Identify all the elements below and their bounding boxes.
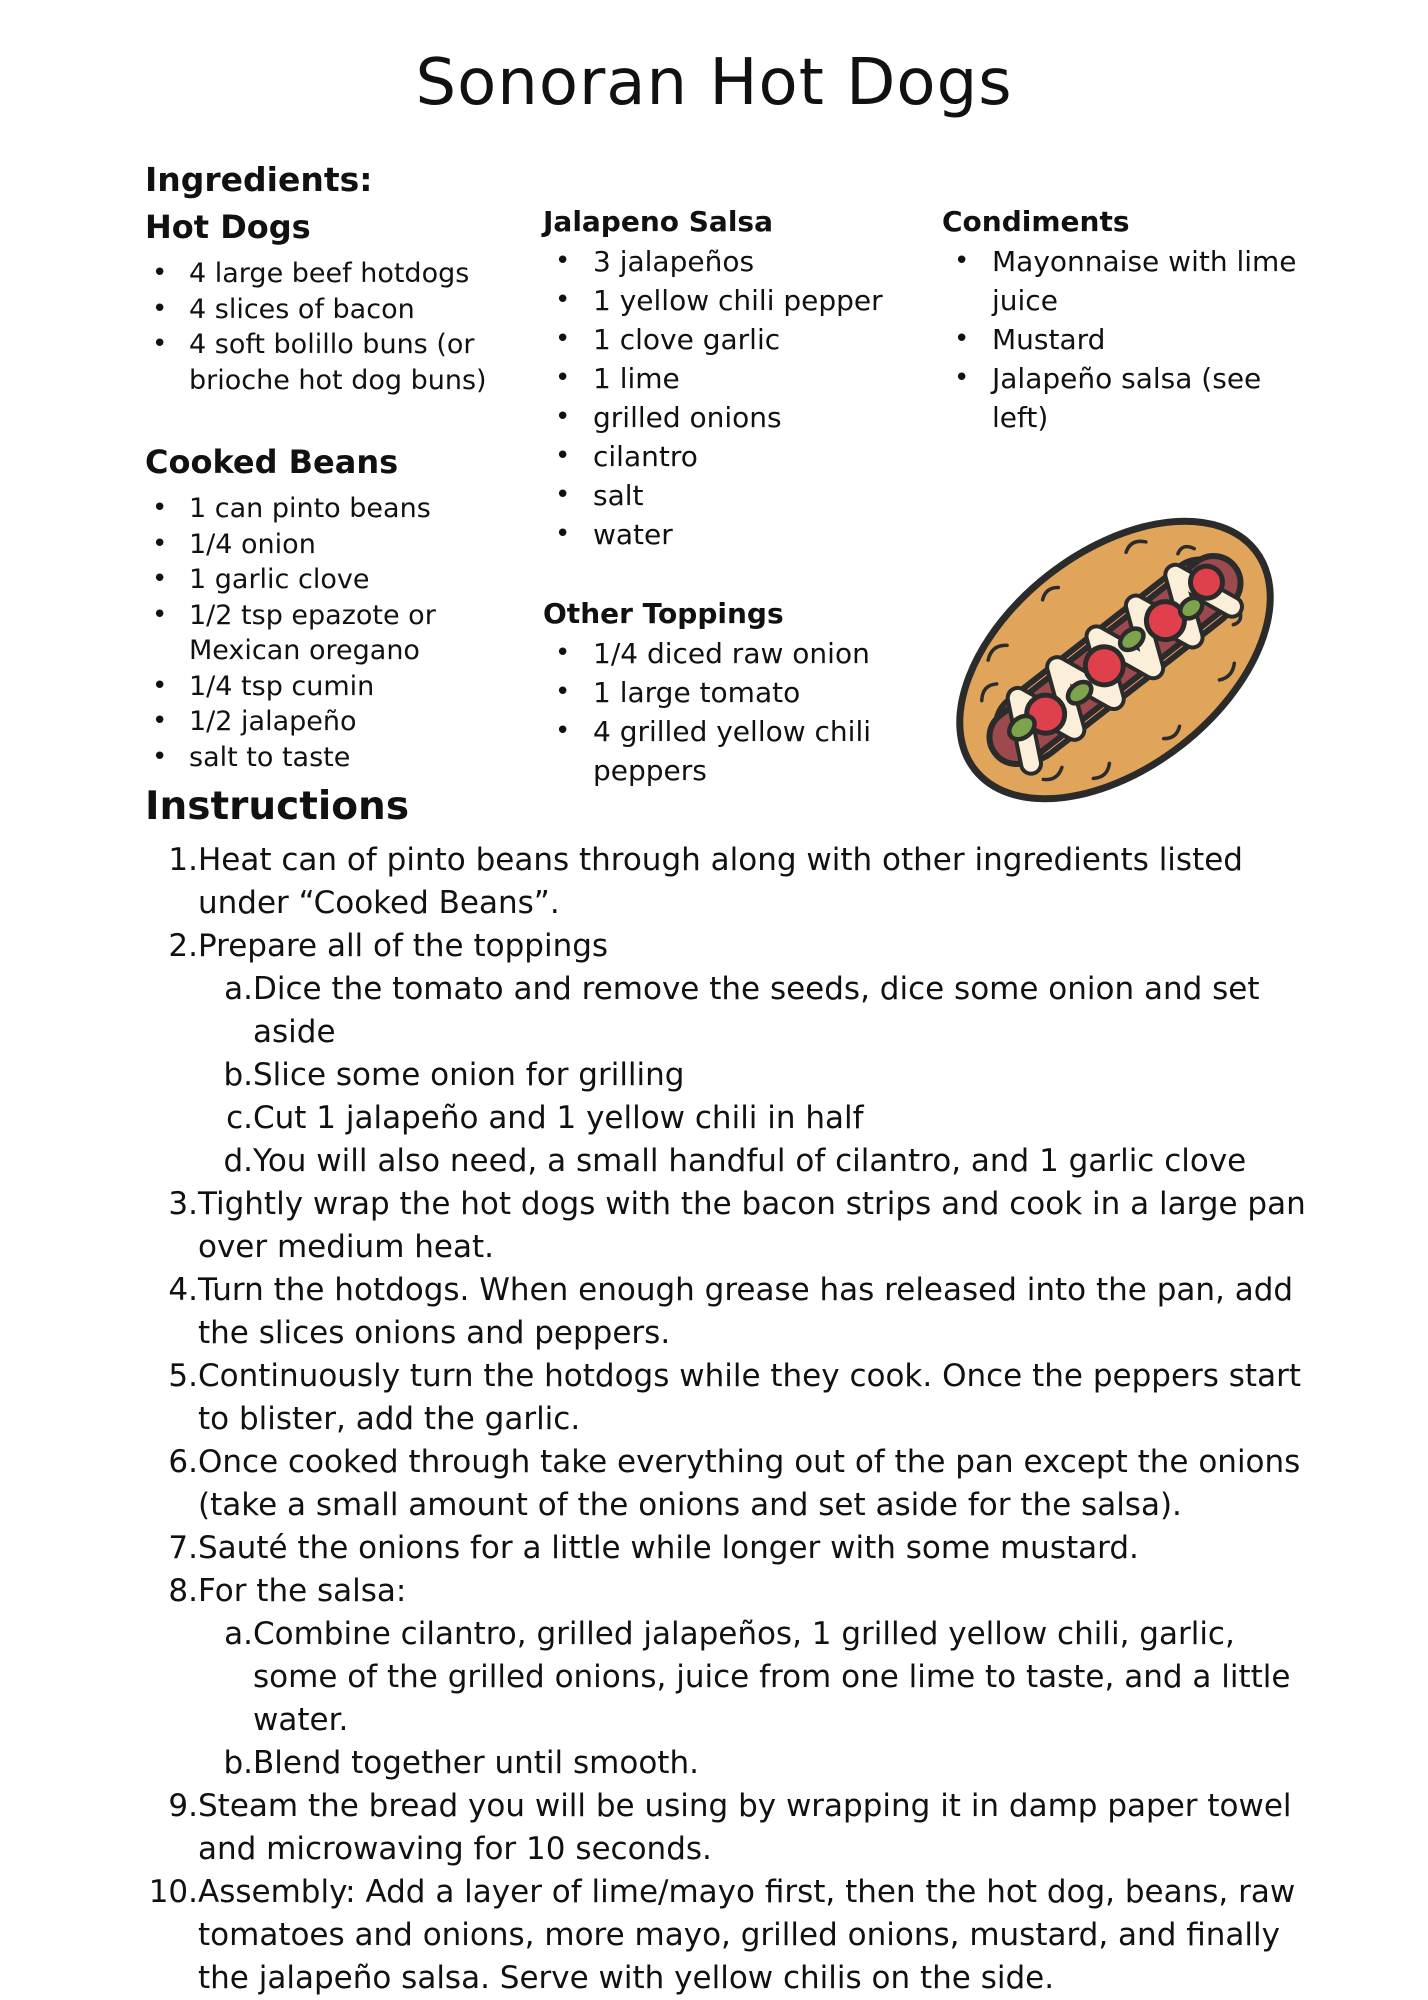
step-number: 7. (168, 1530, 198, 1566)
step-text-line: water. (253, 1702, 349, 1738)
condiments-heading: Condiments (942, 205, 1130, 238)
instruction-substep (0, 1097, 1428, 1140)
step-text-line: (take a small amount of the onions and set aside for the salsa). (198, 1487, 1182, 1523)
instruction-substep (0, 1742, 1428, 1785)
step-number: 8. (168, 1573, 198, 1609)
step-text-line: Heat can of pinto beans through along with other ingredients listed (198, 842, 1243, 878)
section-condiments (942, 203, 1342, 437)
instruction-substep (0, 1054, 1428, 1097)
list-item-continued: peppers (593, 754, 707, 787)
section-other-toppings (543, 595, 943, 790)
condiments-list (942, 242, 1342, 437)
instructions-heading: Instructions (145, 784, 410, 829)
step-text-line: Cut 1 jalapeño and 1 yellow chili in half (253, 1100, 864, 1136)
list-item: • cilantro (593, 437, 943, 476)
step-number: 5. (168, 1358, 198, 1394)
hot-dogs-heading: Hot Dogs (145, 208, 311, 246)
step-text-line: Sauté the onions for a little while longer with some mustard. (198, 1530, 1139, 1566)
list-item: • Mustard (992, 320, 1342, 359)
step-number: b. (223, 1745, 253, 1781)
step-text-line: aside (253, 1014, 336, 1050)
instruction-step (0, 1355, 1428, 1441)
step-text-line: Slice some onion for grilling (253, 1057, 685, 1093)
instruction-step (0, 1269, 1428, 1355)
step-text-line: and microwaving for 10 seconds. (198, 1831, 712, 1867)
step-text-line: to blister, add the garlic. (198, 1401, 581, 1437)
step-text-line: under “Cooked Beans”. (198, 885, 560, 921)
step-number: b. (223, 1057, 253, 1093)
list-item: • 4 grilled yellow chili (593, 712, 943, 751)
step-text-line: For the salsa: (198, 1573, 407, 1609)
step-number: a. (224, 1616, 253, 1652)
list-item: • water (593, 515, 943, 554)
list-item: • 1 clove garlic (593, 320, 943, 359)
list-item: • Mayonnaise with lime (992, 242, 1342, 281)
step-number: a. (224, 971, 253, 1007)
jalapeno-salsa-heading: Jalapeno Salsa (543, 205, 773, 238)
hotdog-illustration (945, 490, 1285, 830)
cooked-beans-list (145, 491, 545, 775)
instruction-substep (0, 1140, 1428, 1183)
jalapeno-salsa-list (543, 242, 943, 554)
step-text-line: the jalapeño salsa. Serve with yellow chilis on the side. (198, 1960, 1055, 1996)
list-item: • 1 yellow chili pepper (593, 281, 943, 320)
instruction-step (0, 1527, 1428, 1570)
list-item-continued: Mexican oregano (189, 635, 420, 666)
step-number: 4. (168, 1272, 198, 1308)
step-number: d. (223, 1143, 253, 1179)
page-title: Sonoran Hot Dogs (415, 46, 1013, 120)
instruction-step (0, 1871, 1428, 2000)
step-text-line: Blend together until smooth. (253, 1745, 699, 1781)
hot-dogs-list (145, 256, 545, 398)
step-text-line: You will also need, a small handful of cilantro, and 1 garlic clove (253, 1143, 1247, 1179)
step-text-line: Steam the bread you will be using by wrapping it in damp paper towel (198, 1788, 1292, 1824)
step-number: 10. (148, 1874, 198, 1910)
instruction-step (0, 1441, 1428, 1527)
step-text-line: Once cooked through take everything out of the pan except the onions (198, 1444, 1301, 1480)
list-item: • salt to taste (189, 740, 545, 776)
other-toppings-heading: Other Toppings (543, 597, 784, 630)
instruction-step (0, 1570, 1428, 1613)
list-item: • Jalapeño salsa (see (992, 359, 1342, 398)
step-number: 3. (168, 1186, 198, 1222)
section-cooked-beans (145, 441, 545, 775)
list-item-continued: brioche hot dog buns) (189, 364, 487, 396)
instruction-substep (0, 1613, 1428, 1742)
step-number: 2. (168, 928, 198, 964)
list-item: • 4 slices of bacon (189, 292, 545, 328)
step-text-line: Continuously turn the hotdogs while they cook. Once the peppers start (198, 1358, 1301, 1394)
list-item: • 1/4 tsp cumin (189, 669, 545, 705)
list-item: • 1 large tomato (593, 673, 943, 712)
step-text-line: Combine cilantro, grilled jalapeños, 1 grilled yellow chili, garlic, (253, 1616, 1235, 1652)
instruction-substep (0, 968, 1428, 1054)
section-jalapeno-salsa (543, 203, 943, 554)
instruction-step (0, 1785, 1428, 1871)
list-item: • grilled onions (593, 398, 943, 437)
step-text-line: Prepare all of the toppings (198, 928, 609, 964)
step-number: c. (226, 1100, 253, 1136)
ingredients-heading: Ingredients: (145, 160, 373, 199)
step-text-line: Dice the tomato and remove the seeds, dice some onion and set (253, 971, 1260, 1007)
step-text-line: over medium heat. (198, 1229, 494, 1265)
step-text-line: some of the grilled onions, juice from one lime to taste, and a little (253, 1659, 1291, 1695)
section-hot-dogs (145, 206, 545, 398)
step-number: 6. (168, 1444, 198, 1480)
list-item-continued: left) (992, 401, 1049, 434)
list-item: • 1/4 diced raw onion (593, 634, 943, 673)
step-number: 9. (168, 1788, 198, 1824)
instruction-step (0, 839, 1428, 925)
step-text-line: Assembly: Add a layer of lime/mayo first, then the hot dog, beans, raw (198, 1874, 1296, 1910)
cooked-beans-heading: Cooked Beans (145, 443, 399, 481)
step-text-line: the slices onions and peppers. (198, 1315, 671, 1351)
list-item: • 1/2 tsp epazote or (189, 598, 545, 634)
other-toppings-list (543, 634, 943, 790)
list-item: • 1 garlic clove (189, 562, 545, 598)
step-number: 1. (168, 842, 198, 878)
list-item-continued: juice (992, 284, 1058, 317)
step-text-line: tomatoes and onions, more mayo, grilled onions, mustard, and finally (198, 1917, 1280, 1953)
list-item: • 3 jalapeños (593, 242, 943, 281)
list-item: • 1/2 jalapeño (189, 704, 545, 740)
list-item: • 1 lime (593, 359, 943, 398)
list-item: • 4 large beef hotdogs (189, 256, 545, 292)
step-text-line: Turn the hotdogs. When enough grease has released into the pan, add (198, 1272, 1294, 1308)
list-item: • 4 soft bolillo buns (or (189, 327, 545, 363)
list-item: • 1/4 onion (189, 527, 545, 563)
list-item: • salt (593, 476, 943, 515)
instruction-step (0, 925, 1428, 968)
step-text-line: Tightly wrap the hot dogs with the bacon strips and cook in a large pan (198, 1186, 1306, 1222)
list-item: • 1 can pinto beans (189, 491, 545, 527)
instruction-step (0, 1183, 1428, 1269)
